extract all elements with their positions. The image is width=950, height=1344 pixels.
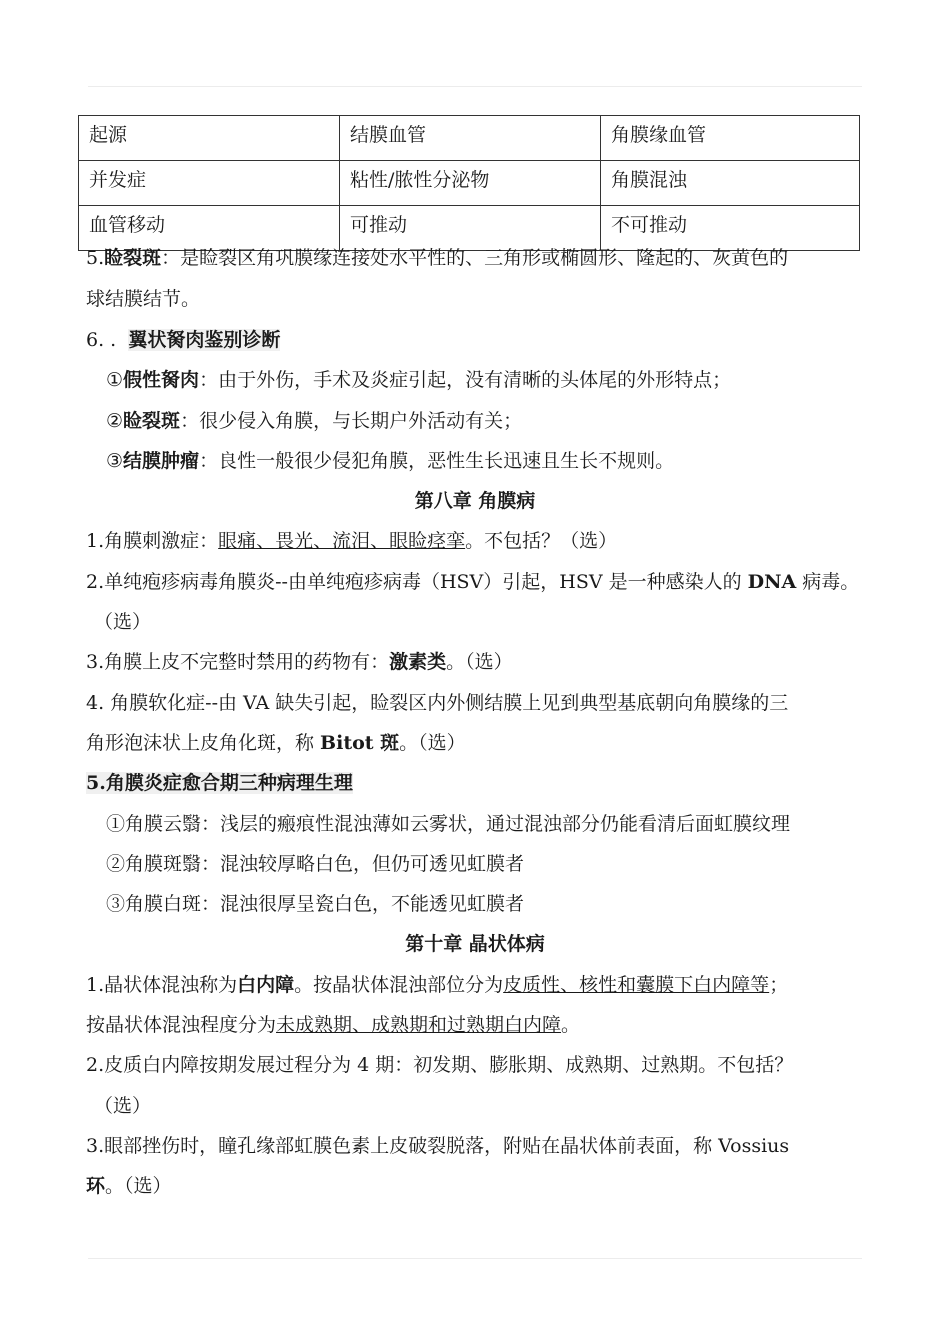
term: DNA — [747, 571, 797, 593]
paragraph-line — [86, 1012, 580, 1038]
chapter-title-text: 第十章 晶状体病 — [405, 933, 545, 955]
text: 。（选） — [399, 732, 466, 754]
paragraph-line: （选） — [94, 611, 152, 633]
table-cell: 角膜混浊 — [601, 161, 860, 206]
paragraph-line — [86, 972, 788, 998]
text: 角形泡沫状上皮角化斑，称 — [86, 732, 321, 754]
paragraph-line: 4. 角膜软化症--由 VA 缺失引起，睑裂区内外侧结膜上见到典型基底朝向角膜缘的三 — [86, 692, 789, 714]
text: ：良性一般很少侵犯角膜，恶性生长迅速且生长不规则。 — [199, 450, 675, 472]
table-row — [79, 161, 860, 206]
table-row — [79, 206, 860, 251]
text: 。（选） — [446, 651, 513, 673]
section-heading — [86, 327, 280, 353]
marker: ① — [106, 369, 124, 391]
chapter-title-text: 第八章 角膜病 — [414, 490, 536, 512]
section-title: 5.角膜炎症愈合期三种病理生理 — [86, 772, 353, 794]
underlined-text: 未成熟期、成熟期和过熟期白内障 — [276, 1014, 562, 1036]
term: 结膜肿瘤 — [123, 450, 200, 472]
section-heading — [86, 770, 353, 796]
item-number: 5. — [86, 247, 105, 269]
paragraph-line — [86, 730, 466, 756]
text: 1.晶状体混浊称为 — [86, 974, 238, 996]
text: ：很少侵入角膜，与长期户外活动有关； — [180, 410, 523, 432]
table-cell: 起源 — [79, 116, 340, 161]
table-row — [79, 116, 860, 161]
item-number: 6. . — [86, 329, 117, 351]
paragraph-line: 球结膜结节。 — [86, 288, 201, 310]
paragraph-line — [86, 569, 859, 595]
term: 睑裂斑 — [123, 410, 181, 432]
section-title: 翼状胬肉鉴别诊断 — [128, 329, 281, 351]
term: 假性胬肉 — [123, 369, 200, 391]
paragraph-line: 3.眼部挫伤时，瞳孔缘部虹膜色素上皮破裂脱落，附贴在晶状体前表面，称 Vossius — [86, 1135, 790, 1157]
term: 白内障 — [237, 974, 295, 996]
text: 。（选） — [105, 1175, 172, 1197]
term: 环 — [86, 1175, 106, 1197]
text: ：由于外伤，手术及炎症引起，没有清晰的头体尾的外形特点； — [199, 369, 732, 391]
footer-rule — [88, 1258, 862, 1259]
table-cell: 血管移动 — [79, 206, 340, 251]
table-cell: 结膜血管 — [340, 116, 601, 161]
list-item — [106, 408, 522, 434]
header-rule — [88, 86, 862, 87]
text: ：是睑裂区角巩膜缘连接处水平性的、三角形或椭圆形、隆起的、灰黄色的 — [161, 247, 789, 269]
list-item: ②角膜斑翳：混浊较厚略白色，但仍可透见虹膜者 — [106, 853, 525, 875]
text: 1.角膜刺激症： — [86, 530, 219, 552]
table-cell: 粘性/脓性分泌物 — [340, 161, 601, 206]
table-cell: 并发症 — [79, 161, 340, 206]
term: 睑裂斑 — [104, 247, 162, 269]
text: 。按晶状体混浊部位分为 — [294, 974, 504, 996]
marker: ② — [106, 410, 124, 432]
chapter-title — [0, 931, 950, 957]
paragraph-line: 2.皮质白内障按期发展过程分为 4 期：初发期、膨胀期、成熟期、过熟期。不包括？ — [86, 1054, 794, 1076]
text: 2.单纯疱疹病毒角膜炎--由单纯疱疹病毒（HSV）引起，HSV 是一种感染人的 — [86, 571, 748, 593]
text: 按晶状体混浊程度分为 — [86, 1014, 277, 1036]
text: 3.角膜上皮不完整时禁用的药物有： — [86, 651, 390, 673]
term: Bitot 斑 — [320, 732, 400, 754]
marker: ③ — [106, 450, 124, 472]
underlined-text: 眼痛、畏光、流泪、眼睑痉挛 — [218, 530, 466, 552]
list-item: ①角膜云翳：浅层的瘢痕性混浊薄如云雾状，通过混浊部分仍能看清后面虹膜纹理 — [106, 813, 791, 835]
table-cell: 不可推动 — [601, 206, 860, 251]
paragraph-line — [86, 649, 513, 675]
text: ； — [769, 974, 789, 996]
table-cell: 角膜缘血管 — [601, 116, 860, 161]
list-item: ③角膜白斑：混浊很厚呈瓷白色，不能透见虹膜者 — [106, 893, 525, 915]
term: 激素类 — [389, 651, 447, 673]
comparison-table — [78, 115, 860, 251]
list-item — [106, 448, 674, 474]
table-cell: 可推动 — [340, 206, 601, 251]
paragraph-line — [86, 1173, 172, 1199]
chapter-title — [0, 488, 950, 514]
text: 病毒。 — [796, 571, 860, 593]
paragraph-line — [86, 245, 788, 271]
underlined-text: 皮质性、核性和囊膜下白内障等 — [503, 974, 770, 996]
paragraph-line — [86, 528, 617, 554]
text: 。不包括？（选） — [465, 530, 618, 552]
list-item — [106, 367, 731, 393]
text: 。 — [561, 1014, 581, 1036]
paragraph-line: （选） — [94, 1095, 152, 1117]
